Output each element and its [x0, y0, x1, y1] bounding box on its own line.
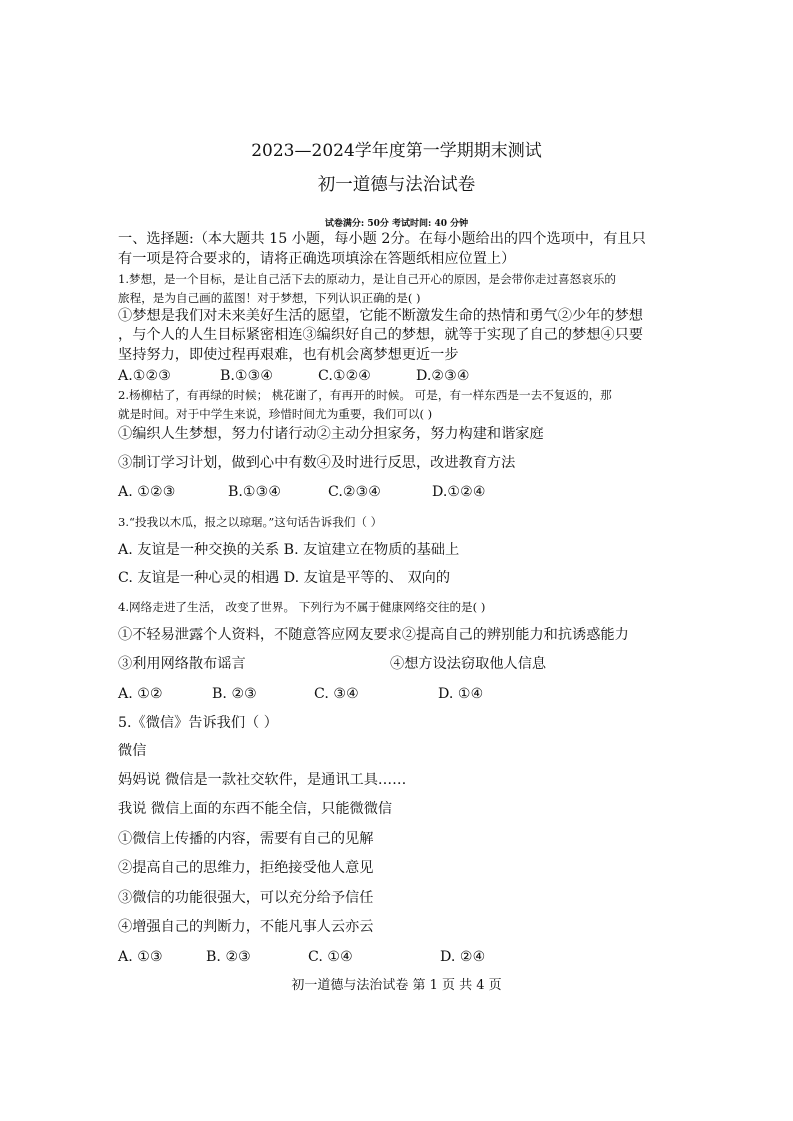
- q3-options-line: C. 友谊是一种心灵的相遇 D. 友谊是平等的、 双向的: [118, 570, 451, 586]
- q5-option-c: C. ①④: [308, 949, 353, 965]
- q5-poem-title: 微信: [118, 743, 147, 759]
- q5-poem-line: 我说 微信上面的东西不能全信，只能微微信: [118, 801, 393, 817]
- q1-option-c: C.①②④: [318, 368, 372, 384]
- q4-item: ④想方设法窃取他人信息: [390, 656, 547, 672]
- q5-item: ②提高自己的思维力，拒绝接受他人意见: [118, 860, 374, 876]
- q1-option-a: A.①②③: [118, 368, 171, 384]
- q2-option-a: A. ①②③: [118, 484, 176, 500]
- q5-poem-line: 妈妈说 微信是一款社交软件，是通讯工具……: [118, 772, 407, 788]
- section-intro-line: 有一项是符合要求的，请将正确选项填涂在答题纸相应位置上）: [118, 251, 516, 267]
- q2-options: [118, 483, 486, 501]
- q4-stem: 4.网络走进了生活， 改变了世界。 下列行为不属于健康网络交往的是( ): [118, 600, 486, 614]
- q1-item: ①梦想是我们对未来美好生活的愿望，它能不断激发生命的热情和勇气②少年的梦想: [118, 308, 643, 324]
- q3-stem: 3.“投我以木瓜，报之以琼琚。”这句话告诉我们（ ）: [118, 515, 383, 529]
- q5-item: ①微信上传播的内容，需要有自己的见解: [118, 831, 374, 847]
- q2-option-d: D.①②④: [432, 484, 486, 500]
- q5-stem: 5.《微信》告诉我们（ ）: [118, 715, 278, 731]
- q5-option-a: A. ①③: [118, 949, 163, 965]
- q5-option-d: D. ②④: [440, 949, 486, 965]
- q4-item: ①不轻易泄露个人资料，不随意答应网友要求②提高自己的辨别能力和抗诱惑能力: [118, 627, 629, 643]
- q1-stem: 1.梦想，是一个目标，是让自己活下去的原动力，是让自己开心的原因，是会带你走过喜怒哀乐的: [118, 272, 617, 286]
- exam-title: 2023—2024学年度第一学期期末测试: [251, 141, 542, 161]
- q5-options: [118, 948, 485, 966]
- q5-item: ③微信的功能很强大，可以充分给予信任: [118, 890, 374, 906]
- section-intro-line: 一、选择题:（本大题共 15 小题，每小题 2分。在每小题给出的四个选项中，有且只: [118, 231, 646, 247]
- q2-option-b: B.①③④: [228, 484, 282, 500]
- q1-item: 坚持努力，即使过程再艰难，也有机会离梦想更近一步: [118, 347, 459, 363]
- q5-option-b: B. ②③: [206, 949, 251, 965]
- page-footer: 初一道德与法治试卷 第 1 页 共 4 页: [291, 978, 502, 993]
- q4-option-a: A. ①②: [118, 686, 163, 702]
- q1-options: [118, 367, 470, 385]
- q1-item: ，与个人的人生目标紧密相连③编织好自己的梦想，就等于实现了自己的梦想④只要: [118, 327, 643, 343]
- exam-info: 试卷满分: 50分 考试时间: 40 分钟: [324, 219, 469, 229]
- q2-stem: 2.杨柳枯了，有再绿的时候； 桃花谢了，有再开的时候。 可是，有一样东西是一去不复返的，那: [118, 388, 612, 402]
- q4-items-row: [118, 655, 546, 673]
- q2-item: ③制订学习计划，做到心中有数④及时进行反思，改进教育方法: [118, 455, 516, 471]
- q4-item: ③利用网络散布谣言: [118, 656, 246, 672]
- q5-item: ④增强自己的判断力，不能凡事人云亦云: [118, 919, 374, 935]
- q1-stem: 旅程，是为自己画的蓝图！对于梦想，下列认识正确的是( ): [118, 291, 421, 305]
- exam-subtitle: 初一道德与法治试卷: [317, 175, 476, 195]
- q1-option-b: B.①③④: [220, 368, 274, 384]
- q3-options-line: A. 友谊是一种交换的关系 B. 友谊建立在物质的基础上: [118, 542, 460, 558]
- q1-option-d: D.②③④: [416, 368, 470, 384]
- q4-option-c: C. ③④: [314, 686, 359, 702]
- q2-option-c: C.②③④: [328, 484, 382, 500]
- q4-option-b: B. ②③: [212, 686, 257, 702]
- q4-option-d: D. ①④: [438, 686, 484, 702]
- q2-stem: 就是时间。对于中学生来说，珍惜时间尤为重要，我们可以( ): [118, 407, 433, 421]
- q4-options: [118, 685, 483, 703]
- q2-item: ①编织人生梦想，努力付诸行动②主动分担家务，努力构建和谐家庭: [118, 426, 544, 442]
